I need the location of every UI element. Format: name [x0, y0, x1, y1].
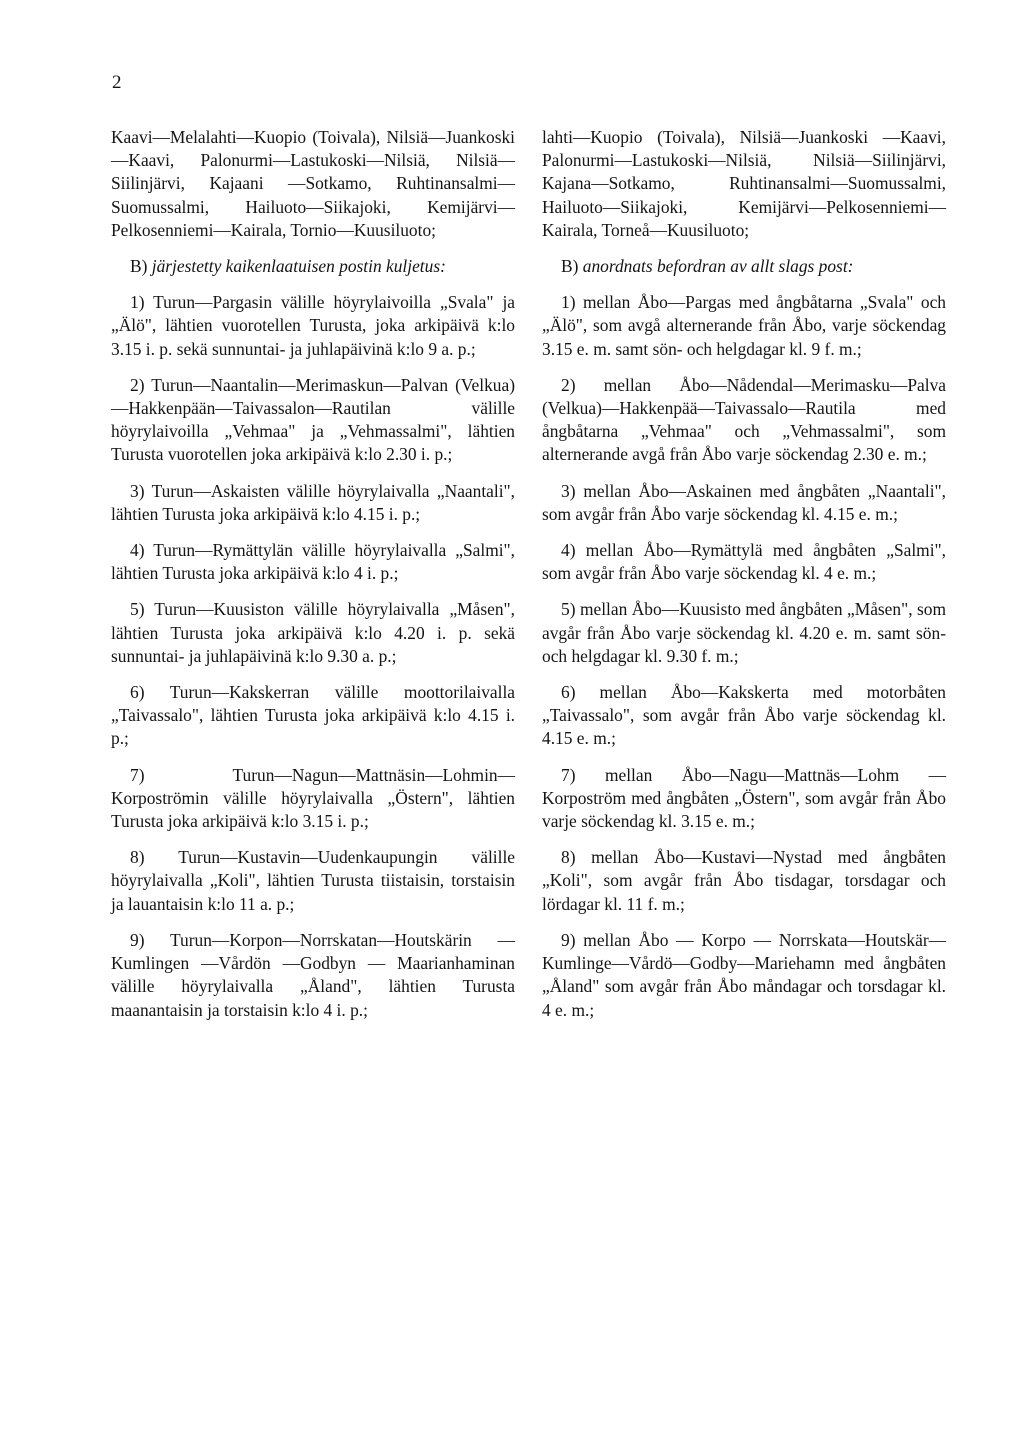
- finnish-route-8: 8) Turun—Kustavin—Uudenkaupungin välille höyrylaivalla „Koli", lähtien Turusta tiistaisin, torstaisin ja lauantaisin k:lo 11 a. p.;: [111, 847, 515, 914]
- finnish-route-3: 3) Turun—Askaisten välille höyrylaivalla „Naantali", lähtien Turusta joka arkipäivä k:lo 4.15 i. p.;: [111, 480, 515, 524]
- swedish-section-heading: [542, 255, 946, 278]
- swedish-route-3: 3) mellan Åbo—Askainen med ångbåten „Naantali", som avgår från Åbo varje söckendag kl. 4.15 e. m.;: [542, 480, 946, 524]
- swedish-route-4: 4) mellan Åbo—Rymättylä med ångbåten „Salmi", som avgår från Åbo varje söckendag kl. 4 e. m.;: [542, 540, 946, 584]
- swedish-route-2: 2) mellan Åbo—Nådendal—Merimasku—Palva (Velkua)—Hakkenpää—Taivassalo—Rautila med ångbåtarna „Vehmaa" och „Vehmassalmi", som alternerande avgå från Åbo varje söckendag 2.30 e. m.;: [542, 374, 946, 465]
- swedish-route-6: 6) mellan Åbo—Kakskerta med motorbåten „Taivassalo", som avgår från Åbo varje söckendag kl. 4.15 e. m.;: [542, 682, 946, 749]
- swedish-route-8: 8) mellan Åbo—Kustavi—Nystad med ångbåten „Koli", som avgår från Åbo tisdagar, torsdagar och lördagar kl. 11 f. m.;: [542, 847, 946, 914]
- finnish-route-2: 2) Turun—Naantalin—Merimaskun—Palvan (Velkua)—Hakkenpään—Taivassalon—Rautilan välille höyrylaivoilla „Vehmaa" ja „Vehmassalmi", lähtien Turusta vuorotellen joka arkipäivä k:lo 2.30 i. p.;: [111, 374, 515, 465]
- swedish-heading-text: anordnats befordran av allt slags post:: [582, 256, 854, 277]
- finnish-heading-letter: B): [130, 256, 148, 277]
- swedish-route-1: 1) mellan Åbo—Pargas med ångbåtarna „Svala" och „Älö", som avgå alternerande från Åbo, varje söckendag 3.15 e. m. samt sön- och helgdagar kl. 9 f. m.;: [542, 292, 946, 359]
- page-number: 2: [112, 72, 122, 93]
- swedish-route-9: 9) mellan Åbo — Korpo — Norrskata—Houtskär—Kumlinge—Vårdö—Godby—Mariehamn med ångbåten „Åland" som avgår från Åbo måndagar och torsdagar kl. 4 e. m.;: [542, 929, 946, 1020]
- finnish-route-1: 1) Turun—Pargasin välille höyrylaivoilla „Svala" ja „Älö", lähtien vuorotellen Turusta, joka arkipäivä k:lo 3.15 i. p. sekä sunnuntai- ja juhlapäivinä k:lo 9 a. p.;: [111, 292, 515, 359]
- finnish-route-6: 6) Turun—Kakskerran välille moottorilaivalla „Taivassalo", lähtien Turusta joka arkipäivä k:lo 4.15 i. p.;: [111, 682, 515, 749]
- swedish-intro: lahti—Kuopio (Toivala), Nilsiä—Juankoski —Kaavi, Palonurmi—Lastukoski—Nilsiä, Nilsiä—Siilinjärvi, Kajana—Sotkamo, Ruhtinansalmi—Suomussalmi, Hailuoto—Siikajoki, Kemijärvi—Pelkosenniemi—Kairala, Torneå—Kuusiluoto;: [542, 127, 946, 240]
- finnish-route-5: 5) Turun—Kuusiston välille höyrylaivalla „Måsen", lähtien Turusta joka arkipäivä k:lo 4.20 i. p. sekä sunnuntai- ja juhlapäivinä k:lo 9.30 a. p.;: [111, 599, 515, 666]
- finnish-column: [111, 126, 515, 1035]
- finnish-route-7: 7) Turun—Nagun—Mattnäsin—Lohmin—Korpoströmin välille höyrylaivalla „Östern", lähtien Turusta joka arkipäivä k:lo 3.15 i. p.;: [111, 764, 515, 832]
- finnish-route-4: 4) Turun—Rymättylän välille höyrylaivalla „Salmi", lähtien Turusta joka arkipäivä k:lo 4 i. p.;: [111, 540, 515, 584]
- finnish-section-heading: [111, 255, 515, 278]
- swedish-column: [542, 126, 946, 1035]
- swedish-route-7: 7) mellan Åbo—Nagu—Mattnäs—Lohm —Korpoström med ångbåten „Östern", som avgår från Åbo varje söckendag kl. 3.15 e. m.;: [542, 764, 946, 832]
- finnish-route-9: 9) Turun—Korpon—Norrskatan—Houtskärin — Kumlingen —Vårdön —Godbyn — Maarianhaminan välille höyrylaivalla „Åland", lähtien Turusta maanantaisin ja torstaisin k:lo 4 i. p.;: [111, 929, 515, 1020]
- swedish-heading-letter: B): [561, 256, 579, 277]
- finnish-heading-text: järjestetty kaikenlaatuisen postin kuljetus:: [151, 256, 446, 277]
- finnish-intro: Kaavi—Melalahti—Kuopio (Toivala), Nilsiä—Juankoski—Kaavi, Palonurmi—Lastukoski—Nilsiä, Nilsiä—Siilinjärvi, Kajaani —Sotkamo, Ruhtinansalmi—Suomussalmi, Hailuoto—Siikajoki, Kemijärvi—Pelkosenniemi—Kairala, Tornio—Kuusiluoto;: [111, 127, 515, 240]
- swedish-route-5: 5) mellan Åbo—Kuusisto med ångbåten „Måsen", som avgår från Åbo varje söckendag kl. 4.20 e. m. samt sön- och helgdagar kl. 9.30 f. m.;: [542, 599, 946, 666]
